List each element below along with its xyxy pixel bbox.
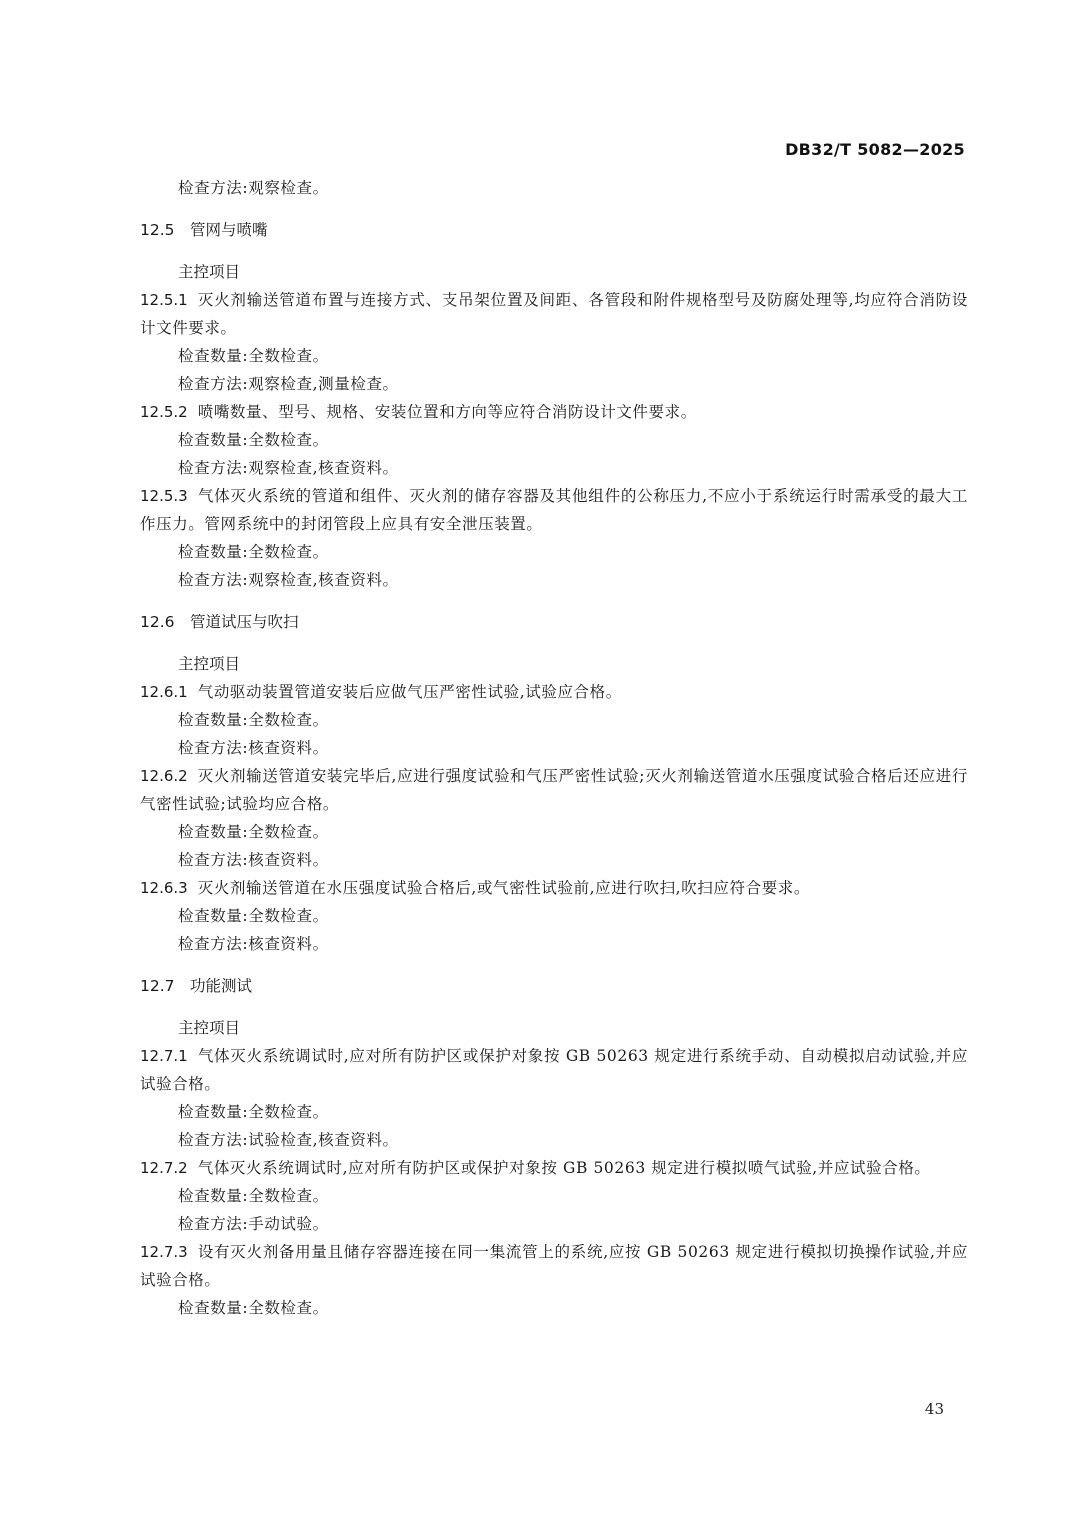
clause-text: 气体灭火系统的管道和组件、灭火剂的储存容器及其他组件的公称压力,不应小于系统运行时需承受的最大工作压力。管网系统中的封闭管段上应具有安全泄压装置。: [140, 487, 968, 533]
check-method-line: 检查方法:观察检查,核查资料。: [178, 459, 399, 477]
clause-paragraph: [140, 762, 968, 818]
subsection-label: 主控项目: [178, 655, 241, 673]
check-method-line: 检查方法:核查资料。: [178, 851, 329, 869]
check-quantity-line: 检查数量:全数检查。: [178, 1299, 329, 1317]
section-heading: [140, 972, 968, 1000]
check-quantity-line: 检查数量:全数检查。: [178, 1187, 329, 1205]
clause-text: 气动驱动装置管道安装后应做气压严密性试验,试验应合格。: [197, 683, 622, 701]
section-number: 12.7: [140, 977, 175, 995]
clause-paragraph: [140, 1238, 968, 1294]
section-title: 管网与喷嘴: [190, 221, 268, 239]
clause-text: 气体灭火系统调试时,应对所有防护区或保护对象按 GB 50263 规定进行模拟喷气试验,并应试验合格。: [197, 1159, 931, 1177]
clause-paragraph: [140, 678, 968, 706]
section-title: 管道试压与吹扫: [190, 613, 299, 631]
subsection-label: 主控项目: [178, 1019, 241, 1037]
clause-number: 12.7.3: [140, 1243, 188, 1261]
page-content: [140, 174, 968, 1322]
clause-paragraph: [140, 482, 968, 538]
check-quantity-line: 检查数量:全数检查。: [178, 431, 329, 449]
check-quantity-line: 检查数量:全数检查。: [178, 543, 329, 561]
check-method-line: 检查方法:观察检查,核查资料。: [178, 571, 399, 589]
clause-text: 灭火剂输送管道安装完毕后,应进行强度试验和气压严密性试验;灭火剂输送管道水压强度试验合格后还应进行气密性试验;试验均应合格。: [140, 767, 968, 813]
clause-paragraph: [140, 1154, 968, 1182]
check-quantity-line: 检查数量:全数检查。: [178, 711, 329, 729]
clause-paragraph: [140, 1042, 968, 1098]
clause-number: 12.7.1: [140, 1047, 188, 1065]
subsection-label: 主控项目: [178, 263, 241, 281]
section-number: 12.5: [140, 221, 175, 239]
clause-number: 12.6.2: [140, 767, 188, 785]
section-title: 功能测试: [190, 977, 253, 995]
check-method-line: 检查方法:试验检查,核查资料。: [178, 1131, 399, 1149]
clause-text: 灭火剂输送管道布置与连接方式、支吊架位置及间距、各管段和附件规格型号及防腐处理等,均应符合消防设计文件要求。: [140, 291, 968, 337]
clause-text: 喷嘴数量、型号、规格、安装位置和方向等应符合消防设计文件要求。: [197, 403, 697, 421]
clause-number: 12.7.2: [140, 1159, 188, 1177]
check-quantity-line: 检查数量:全数检查。: [178, 907, 329, 925]
check-method-line: 检查方法:观察检查。: [178, 179, 329, 197]
clause-paragraph: [140, 286, 968, 342]
page-number: 43: [924, 1400, 944, 1418]
clause-number: 12.6.1: [140, 683, 188, 701]
check-method-line: 检查方法:核查资料。: [178, 935, 329, 953]
check-quantity-line: 检查数量:全数检查。: [178, 823, 329, 841]
clause-text: 灭火剂输送管道在水压强度试验合格后,或气密性试验前,应进行吹扫,吹扫应符合要求。: [197, 879, 811, 897]
clause-paragraph: [140, 874, 968, 902]
clause-paragraph: [140, 398, 968, 426]
document-code: DB32/T 5082—2025: [785, 140, 965, 159]
clause-number: 12.5.3: [140, 487, 188, 505]
check-quantity-line: 检查数量:全数检查。: [178, 1103, 329, 1121]
clause-text: 气体灭火系统调试时,应对所有防护区或保护对象按 GB 50263 规定进行系统手动、自动模拟启动试验,并应试验合格。: [140, 1047, 968, 1093]
clause-number: 12.5.1: [140, 291, 188, 309]
check-method-line: 检查方法:核查资料。: [178, 739, 329, 757]
check-method-line: 检查方法:手动试验。: [178, 1215, 329, 1233]
clause-text: 设有灭火剂备用量且储存容器连接在同一集流管上的系统,应按 GB 50263 规定进行模拟切换操作试验,并应试验合格。: [140, 1243, 968, 1289]
clause-number: 12.6.3: [140, 879, 188, 897]
check-method-line: 检查方法:观察检查,测量检查。: [178, 375, 399, 393]
section-number: 12.6: [140, 613, 175, 631]
section-heading: [140, 608, 968, 636]
section-heading: [140, 216, 968, 244]
clause-number: 12.5.2: [140, 403, 188, 421]
check-quantity-line: 检查数量:全数检查。: [178, 347, 329, 365]
